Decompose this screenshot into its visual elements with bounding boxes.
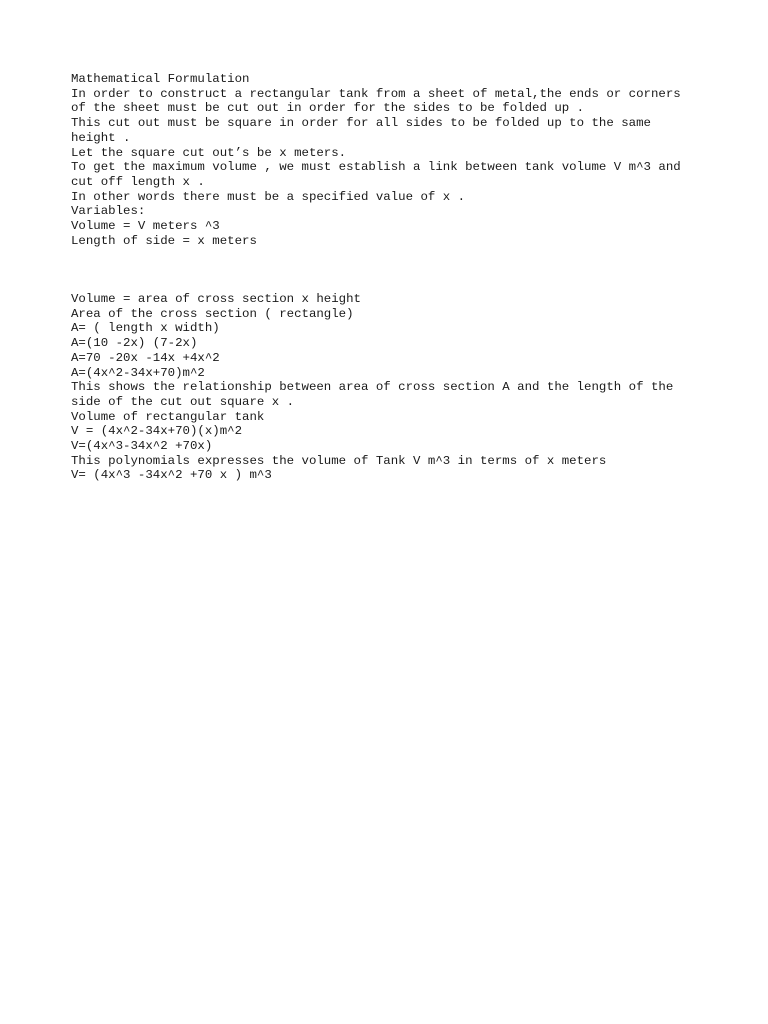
- section-heading: Mathematical Formulation: [71, 72, 250, 86]
- text-line: To get the maximum volume , we must establish a link between tank volume V m^3 and: [71, 160, 681, 175]
- formulation-section: [71, 72, 701, 248]
- equation-line: A=(10 -2x) (7-2x): [71, 336, 198, 351]
- text-line: Let the square cut out’s be x meters.: [71, 145, 347, 160]
- variable-definition: Volume = V meters ^3: [71, 219, 220, 234]
- equation-line: A= ( length x width): [71, 321, 220, 336]
- text-line: This shows the relationship between area of cross section A and the length of the: [71, 380, 674, 395]
- text-line: Volume of rectangular tank: [71, 409, 265, 424]
- text-line: In other words there must be a specified value of x .: [71, 189, 466, 204]
- equation-line: A=(4x^2-34x+70)m^2: [71, 365, 205, 380]
- equation-line: A=70 -20x -14x +4x^2: [71, 350, 220, 365]
- text-line: This polynomials expresses the volume of Tank V m^3 in terms of x meters: [71, 453, 607, 468]
- equation-line: V=(4x^3-34x^2 +70x): [71, 439, 213, 454]
- text-line: cut off length x .: [71, 174, 205, 189]
- variable-definition: Length of side = x meters: [71, 233, 257, 248]
- text-line: of the sheet must be cut out in order for the sides to be folded up .: [71, 101, 585, 116]
- equation-line: V = (4x^2-34x+70)(x)m^2: [71, 424, 243, 439]
- variables-label: Variables:: [71, 204, 146, 219]
- text-line: Area of the cross section ( rectangle): [71, 306, 354, 321]
- text-line: In order to construct a rectangular tank from a sheet of metal,the ends or corners: [71, 86, 681, 101]
- text-line: side of the cut out square x .: [71, 394, 295, 409]
- text-line: height .: [71, 130, 131, 145]
- final-equation: V= (4x^3 -34x^2 +70 x ) m^3: [71, 468, 272, 483]
- text-line: Volume = area of cross section x height: [71, 292, 361, 306]
- derivation-section: [71, 292, 701, 483]
- text-line: This cut out must be square in order for all sides to be folded up to the same: [71, 116, 651, 131]
